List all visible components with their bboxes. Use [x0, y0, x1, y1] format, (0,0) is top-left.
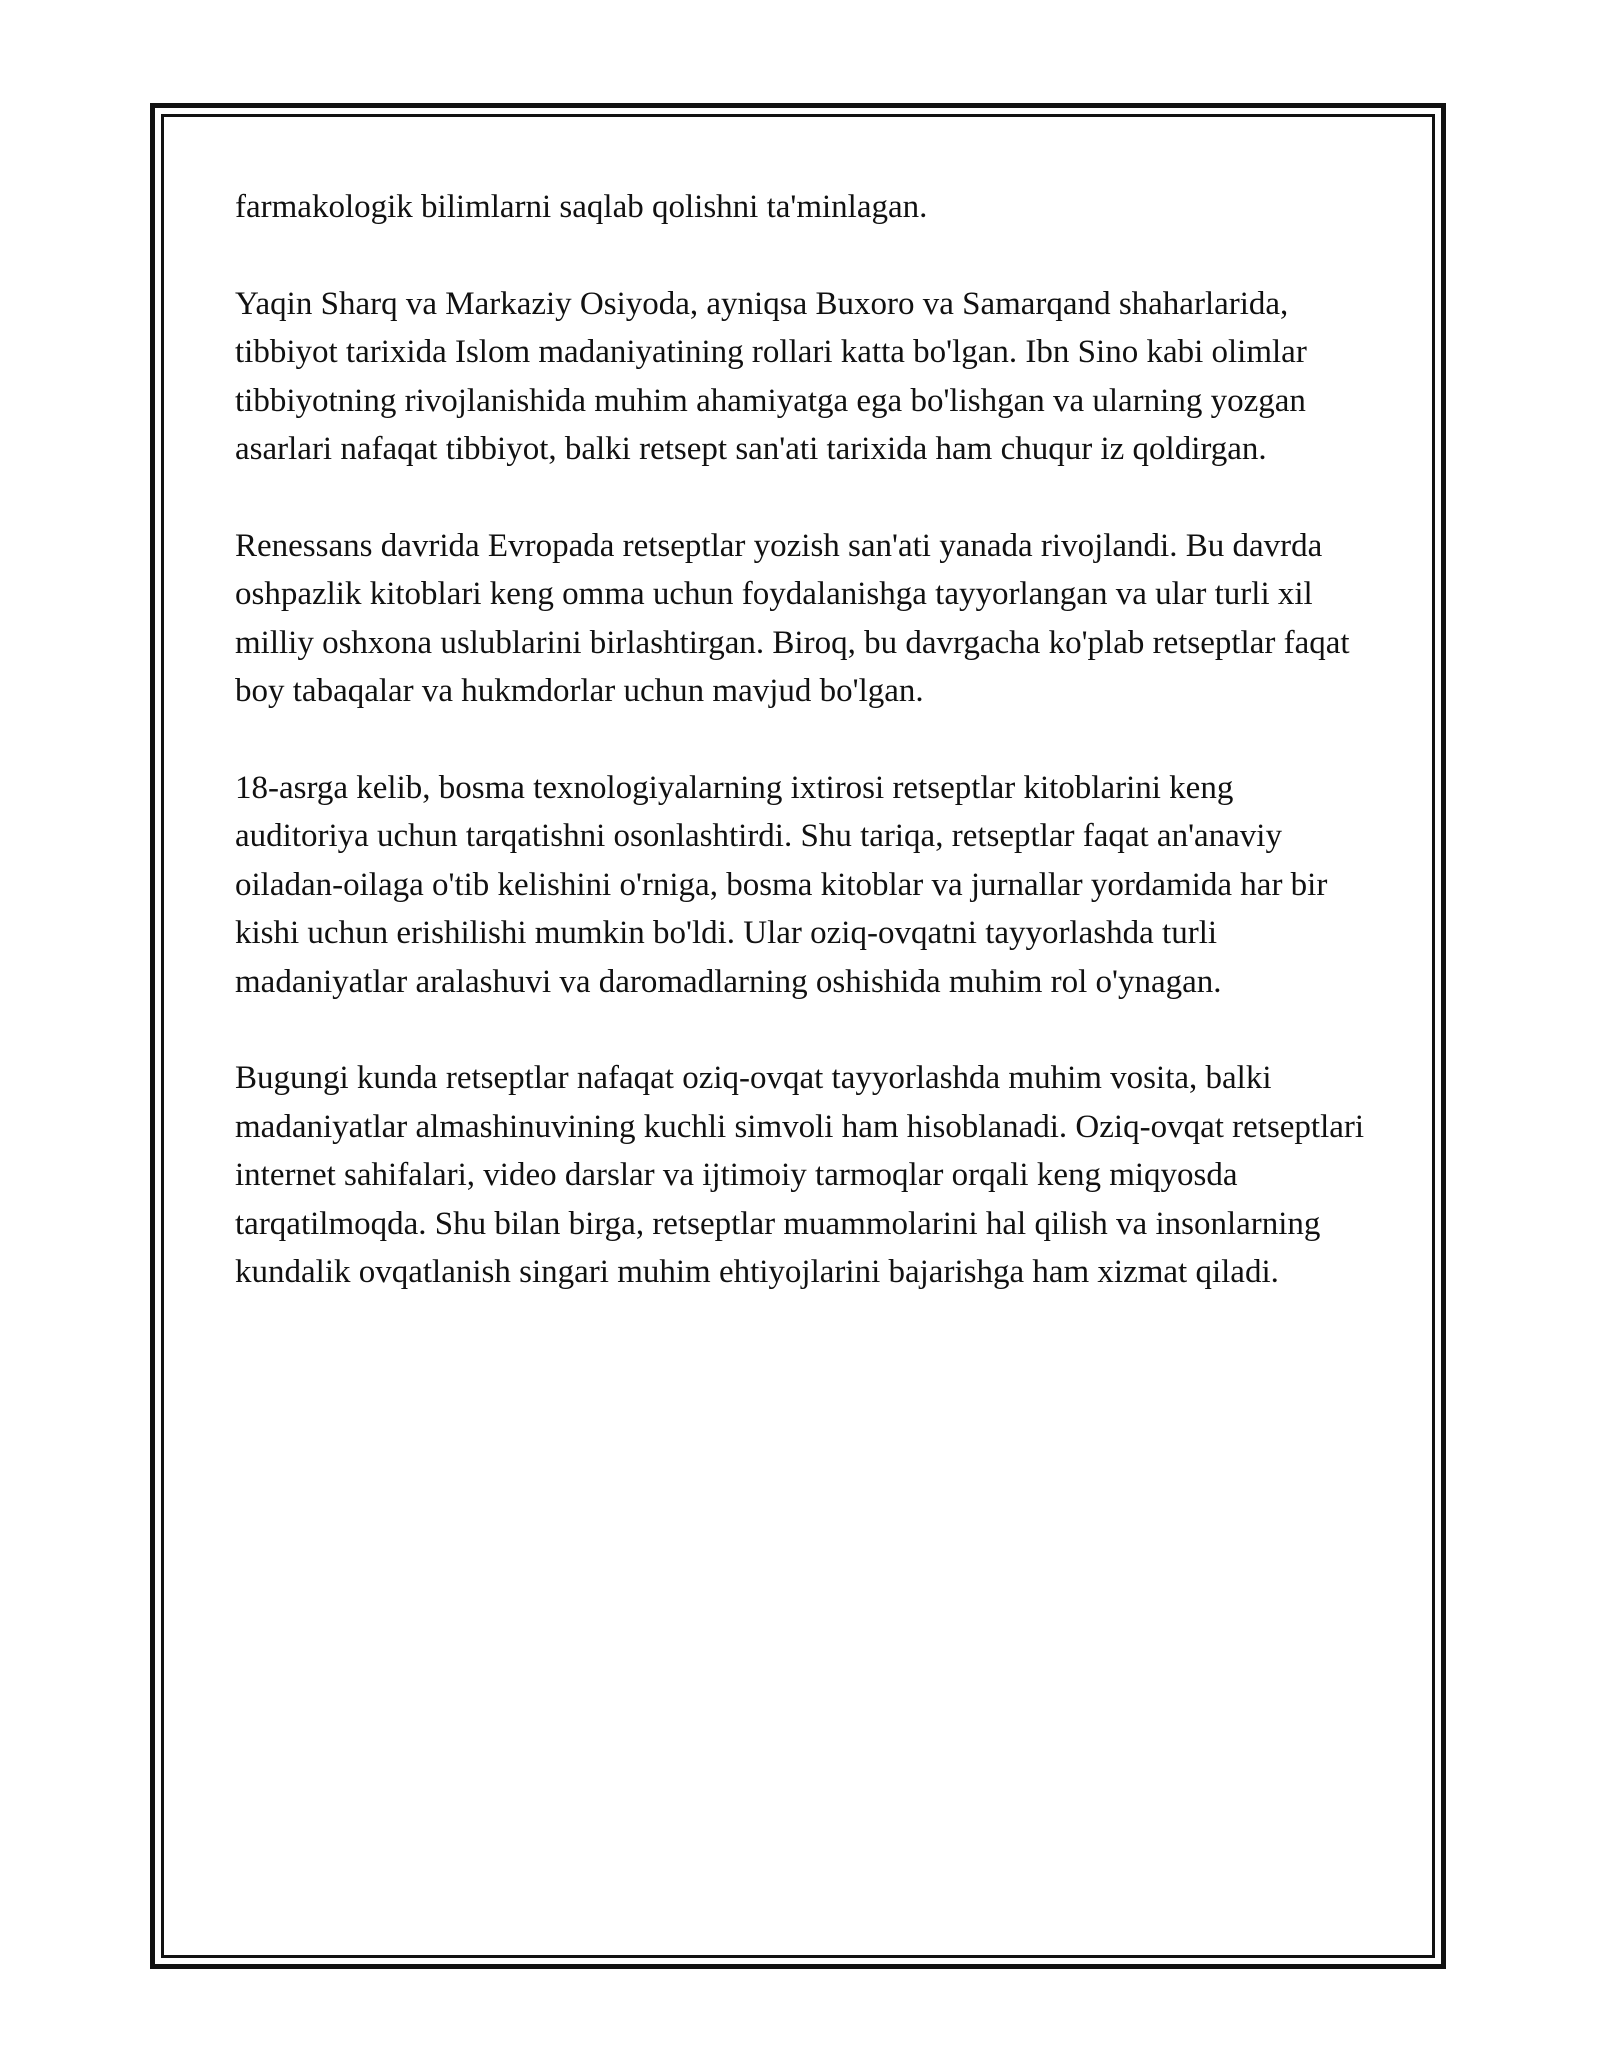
- document-body: [235, 183, 1375, 1345]
- paragraph-renaissance: Renessans davrida Evropada retseptlar yozish san'ati yanada rivojlandi. Bu davrda oshpazlik kitoblari keng omma uchun foydalanishga tayyorlangan va ular turli xil milliy oshxona uslublarini birlashtirgan. Biroq, bu davrgacha ko'plab retseptlar faqat boy tabaqalar va hukmdorlar uchun mavjud bo'lgan.: [235, 527, 1350, 709]
- paragraph-printing-era: 18-asrga kelib, bosma texnologiyalarning ixtirosi retseptlar kitoblarini keng auditoriya uchun tarqatishni osonlashtirdi. Shu tariqa, retseptlar faqat an'anaviy oiladan-oilaga o'tib kelishini o'rniga, bosma kitoblar va jurnallar yordamida har bir kishi uchun erishilishi mumkin bo'ldi. Ular oziq-ovqatni tayyorlashda turli madaniyatlar aralashuvi va daromadlarning oshishida muhim rol o'ynagan.: [235, 769, 1328, 1000]
- paragraph-modern-day: Bugungi kunda retseptlar nafaqat oziq-ovqat tayyorlashda muhim vosita, balki madaniyatlar almashinuvining kuchli simvoli ham hisoblanadi. Oziq-ovqat retseptlari internet sahifalari, video darslar va ijtimoiy tarmoqlar orqali keng miqyosda tarqatilmoqda. Shu bilan birga, retseptlar muammolarini hal qilish va insonlarning kundalik ovqatlanish singari muhim ehtiyojlarini bajarishga ham xizmat qiladi.: [235, 1060, 1365, 1290]
- paragraph-continuation: farmakologik bilimlarni saqlab qolishni ta'minlagan.: [235, 189, 928, 225]
- paragraph-islamic-medicine: Yaqin Sharq va Markaziy Osiyoda, ayniqsa Buxoro va Samarqand shaharlarida, tibbiyot tarixida Islom madaniyatining rollari katta bo'lgan. Ibn Sino kabi olimlar tibbiyotning rivojlanishida muhim ahamiyatga ega bo'lishgan va ularning yozgan asarlari nafaqat tibbiyot, balki retsept san'ati tarixida ham chuqur iz qoldirgan.: [235, 285, 1307, 467]
